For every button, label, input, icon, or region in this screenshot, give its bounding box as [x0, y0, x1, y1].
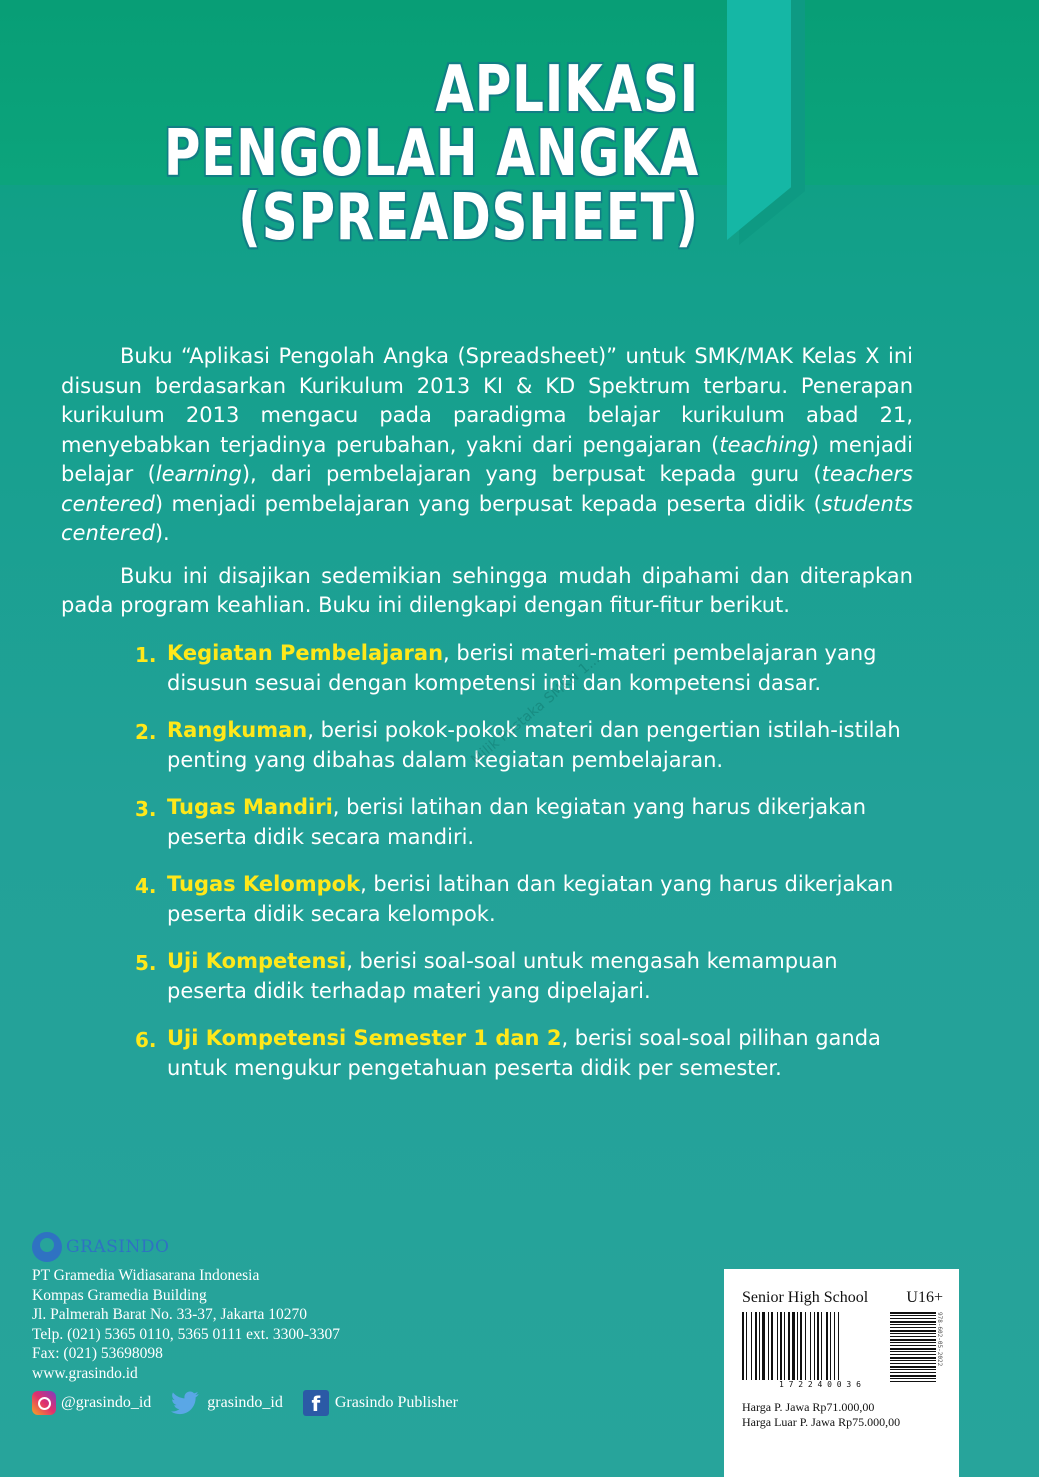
side-barcode-code: 978-602-05-2022	[936, 1312, 943, 1367]
address-line: PT Gramedia Widiasarana Indonesia	[32, 1267, 260, 1284]
title-line-2: PENGOLAH ANGKA	[163, 117, 699, 191]
publisher-logo	[32, 1232, 478, 1262]
age-rating: U16+	[906, 1289, 943, 1306]
school-level: Senior High School	[742, 1289, 869, 1306]
instagram-icon	[32, 1391, 56, 1415]
publisher-address	[32, 1266, 478, 1384]
social-links	[32, 1390, 478, 1416]
list-item: 4. Tugas Kelompok, berisi latihan dan kegiatan yang harus dikerjakan peserta didik secara kelompok.	[135, 872, 894, 926]
side-barcode	[890, 1312, 936, 1382]
website-link[interactable]: www.grasindo.id	[32, 1364, 138, 1382]
address-line: Kompas Gramedia Building	[32, 1286, 207, 1304]
list-item: 5. Uji Kompetensi, berisi soal-soal untuk mengasah kemampuan peserta didik terhadap materi yang dipelajari.	[135, 949, 838, 1003]
facebook-link[interactable]: f Grasindo Publisher	[303, 1390, 458, 1416]
instagram-link[interactable]: @grasindo_id	[32, 1391, 151, 1415]
address-line: Jl. Palmerah Barat No. 33-37, Jakarta 10270	[32, 1306, 308, 1324]
price-java: Harga P. Jawa Rp71.000,00	[742, 1400, 875, 1414]
book-description	[61, 342, 913, 621]
twitter-icon	[171, 1391, 199, 1415]
facebook-icon: f	[303, 1390, 329, 1416]
publisher-info	[32, 1232, 478, 1416]
watermark: Milik Pustaka SMKN 1...	[468, 651, 604, 769]
title-line-3: (SPREADSHEET)	[238, 181, 699, 255]
title-line-1: APLIKASI	[435, 53, 699, 127]
publisher-logo-text: GRASINDO	[66, 1237, 170, 1257]
description-paragraph-2: Buku ini disajikan sedemikian sehingga mudah dipahami dan diterapkan pada program keahlian. Buku ini dilengkapi dengan fitur-fitur berikut.	[61, 563, 913, 617]
list-item: 3. Tugas Mandiri, berisi latihan dan kegiatan yang harus dikerjakan peserta didik secara mandiri.	[135, 795, 867, 849]
fax-line: Fax: (021) 53698098	[32, 1345, 163, 1363]
phone-line: Telp. (021) 5365 0110, 5365 0111 ext. 3300-3307	[32, 1325, 341, 1343]
list-item: 2. Rangkuman, berisi pokok-pokok materi dan pengertian istilah-istilah penting yang dibahas dalam kegiatan pembelajaran.	[135, 718, 901, 772]
barcode-number: 1 7 2 2 4 0 0 3 6	[779, 1380, 861, 1389]
twitter-link[interactable]: grasindo_id	[171, 1391, 283, 1415]
grasindo-logo-icon	[32, 1232, 62, 1262]
list-item: 6. Uji Kompetensi Semester 1 dan 2, berisi soal-soal pilihan ganda untuk mengukur pengetahuan peserta didik per semester.	[135, 1026, 881, 1080]
list-item: 1. Kegiatan Pembelajaran, berisi materi-materi pembelajaran yang disusun sesuai dengan kompetensi inti dan kompetensi dasar.	[135, 641, 877, 695]
book-title	[163, 53, 699, 255]
description-paragraph-1: Buku “Aplikasi Pengolah Angka (Spreadsheet)” untuk SMK/MAK Kelas X ini disusun berdasarkan Kurikulum 2013 KI & KD Spektrum terbaru. Penerapan kurikulum 2013 mengacu pada paradigma belajar kurikulum abad 21, menyebabkan terjadinya perubahan, yakni dari pengajaran (teaching) menjadi belajar (learning), dari pembelajaran yang berpusat kepada guru (teachers centered) menjadi pembelajaran yang berpusat kepada peserta didik (students centered).	[61, 344, 914, 545]
price-box	[724, 1269, 959, 1477]
isbn-barcode	[742, 1312, 882, 1380]
price-outside-java: Harga Luar P. Jawa Rp75.000,00	[742, 1415, 901, 1429]
price-list	[742, 1400, 900, 1430]
